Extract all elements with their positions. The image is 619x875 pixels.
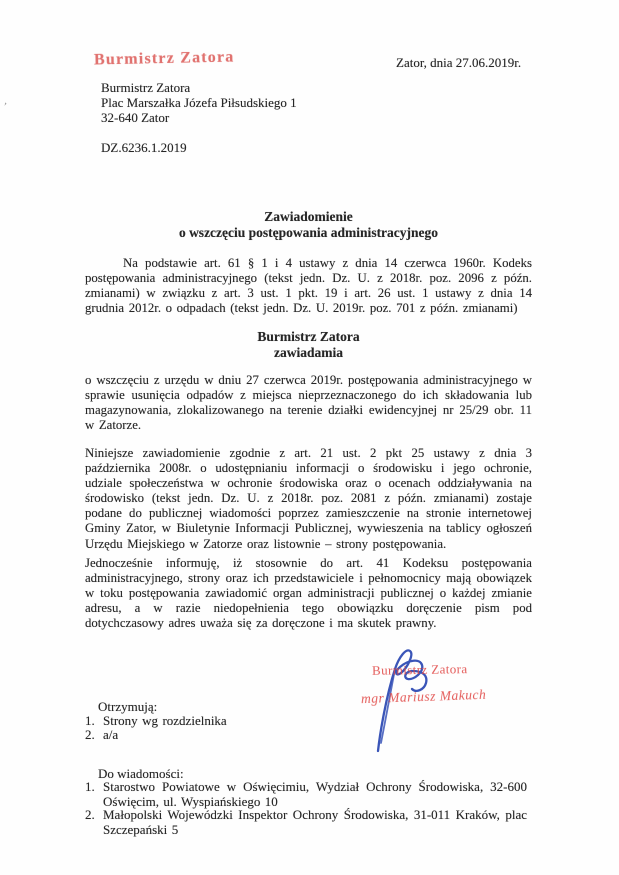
list-number: 2. — [85, 727, 95, 742]
signature-stamp-title: Burmistrz Zatora — [371, 661, 468, 678]
sender-name: Burmistrz Zatora — [101, 80, 191, 95]
recipients-item-2 — [85, 728, 527, 743]
list-number: 2. — [85, 807, 95, 822]
document-title — [85, 209, 532, 241]
cc-item-2 — [85, 808, 527, 838]
scan-artifact: ’ — [1, 100, 8, 114]
recipients-item-1 — [85, 714, 527, 729]
recipients-heading: Otrzymują: — [98, 699, 158, 714]
list-item: Strony wg rozdzielnika — [103, 713, 227, 728]
office-stamp: Burmistrz Zatora — [93, 48, 235, 69]
subject-heading — [85, 329, 532, 361]
list-item: Małopolski Wojewódzki Inspektor Ochrony Środowiska, 31-011 Kraków, plac Szczepański 5 — [103, 807, 527, 837]
cc-item-1 — [85, 780, 527, 810]
subject-line-2: zawiadamia — [274, 345, 343, 360]
cc-heading: Do wiadomości: — [98, 766, 184, 781]
sender-city: 32-640 Zator — [101, 110, 170, 125]
paragraph-public-information: Niniejsze zawiadomienie zgodnie z art. 21 ust. 2 pkt 25 ustawy z dnia 3 października 2008r. o udostępnianiu informacji o środowisku i jego ochronie, udziale społeczeństwa w ochronie środowiska oraz o ocenach oddziaływania na środowisko (tekst jedn. Dz. U. z 2018r. poz. 2081 z późn. zmianami) zostaje podane do publicznej wiadomości poprzez zamieszczenie na stronie internetowej Gminy Zator, w Biuletynie Informacji Publicznej, wywieszenia na tablicy ogłoszeń Urzędu Miejskiego w Zatorze oraz listownie – strony postępowania. — [85, 446, 532, 551]
reference-number: DZ.6236.1.2019 — [101, 140, 187, 155]
sender-street: Plac Marszałka Józefa Piłsudskiego 1 — [101, 95, 297, 110]
paragraph-legal-basis: Na podstawie art. 61 § 1 i 4 ustawy z dnia 14 czerwca 1960r. Kodeks postępowania administracyjnego (tekst jedn. Dz. U. z 2018r. poz. 2096 z późn. zmianami) w związku z art. 3 ust. 1 pkt. 19 i art. 26 ust. 1 ustawy z dnia 14 grudnia 2012r. o odpadach (tekst jedn. Dz. U. 2019r. poz. 701 z późn. zmianami) — [85, 256, 532, 316]
sender-address — [101, 80, 297, 125]
list-number: 1. — [85, 779, 95, 794]
signature-stamp-name: mgr Mariusz Makuch — [360, 686, 487, 707]
list-item: Starostwo Powiatowe w Oświęcimiu, Wydział Ochrony Środowiska, 32-600 Oświęcim, ul. Wyspiańskiego 10 — [103, 779, 527, 809]
list-item: a/a — [103, 727, 119, 742]
title-line-1: Zawiadomienie — [264, 209, 353, 224]
title-line-2: o wszczęciu postępowania administracyjnego — [178, 225, 439, 240]
subject-line-1: Burmistrz Zatora — [257, 329, 360, 344]
list-number: 1. — [85, 713, 95, 728]
date-line: Zator, dnia 27.06.2019r. — [396, 55, 522, 70]
paragraph-address-obligation: Jednocześnie informuję, iż stosownie do art. 41 Kodeksu postępowania administracyjnego, strony oraz ich przedstawiciele i pełnomocnicy mają obowiązek w toku postępowania zawiadomić organ administracji publicznej o każdej zmianie adresu, a w razie niedopełnienia tego obowiązku doręczenie pism pod dotychczasowy adres uważa się za doręczone i ma skutek prawny. — [85, 556, 532, 631]
paragraph-notification: o wszczęciu z urzędu w dniu 27 czerwca 2019r. postępowania administracyjnego w sprawie usunięcia odpadów z miejsca nieprzeznaczonego do ich składowania lub magazynowania, zlokalizowanego na terenie działki ewidencyjnej nr 25/29 obr. 11 w Zatorze. — [85, 373, 532, 433]
